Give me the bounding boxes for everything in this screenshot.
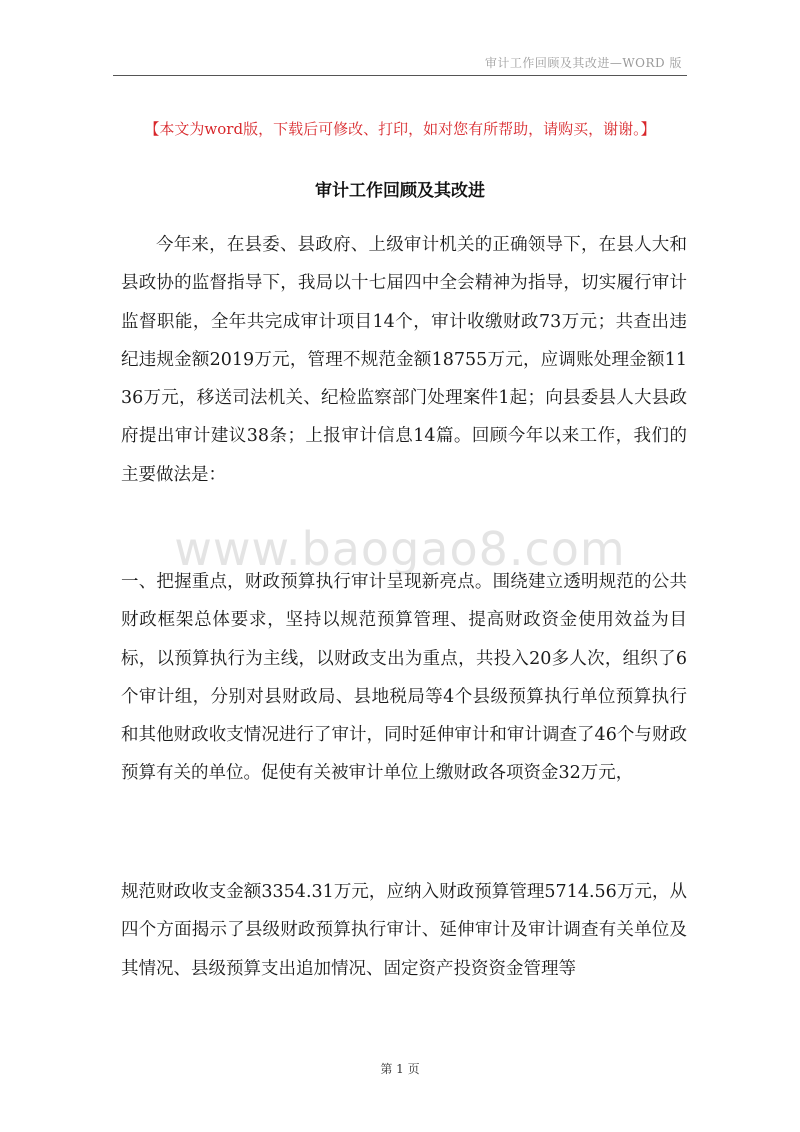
paragraph-section-one: 一、把握重点，财政预算执行审计呈现新亮点。围绕建立透明规范的公共财政框架总体要求，坚持以规范预算管理、提高财政资金使用效益为目标，以预算执行为主线，以财政支出为重点，共投入20多人次，组织了6个审计组，分别对县财政局、县地税局等4个县级预算执行单位预算执行和其他财政收支情况进行了审计，同时延伸审计和审计调查了46个与财政预算有关的单位。促使有关被审计单位上缴财政各项资金32万元， <box>121 572 687 784</box>
document-title: 审计工作回顾及其改进 <box>315 181 485 201</box>
header-divider <box>113 75 687 76</box>
purchase-notice: 【本文为word版，下载后可修改、打印，如对您有所帮助，请购买，谢谢。】 <box>144 120 656 138</box>
paragraph-continuation: 规范财政收支金额3354.31万元，应纳入财政预算管理5714.56万元，从四个方面揭示了县级财政预算执行审计、延伸审计及审计调查有关单位及其情况、县级预算支出追加情况、固定资产投资资金管理等 <box>121 882 687 979</box>
page-number: 第 1 页 <box>380 1062 420 1076</box>
paragraph-intro: 今年来，在县委、县政府、上级审计机关的正确领导下，在县人大和县政协的监督指导下，我局以十七届四中全会精神为指导，切实履行审计监督职能，全年共完成审计项目14个，审计收缴财政73万元；共查出违纪违规金额2019万元，管理不规范金额18755万元，应调账处理金额1136万元，移送司法机关、纪检监察部门处理案件1起；向县委县人大县政府提出审计建议38条；上报审计信息14篇。回顾今年以来工作，我们的主要做法是： <box>121 235 687 485</box>
running-header: 审计工作回顾及其改进—WORD 版 <box>484 56 682 70</box>
watermark: www.baogao8.com <box>174 522 626 576</box>
